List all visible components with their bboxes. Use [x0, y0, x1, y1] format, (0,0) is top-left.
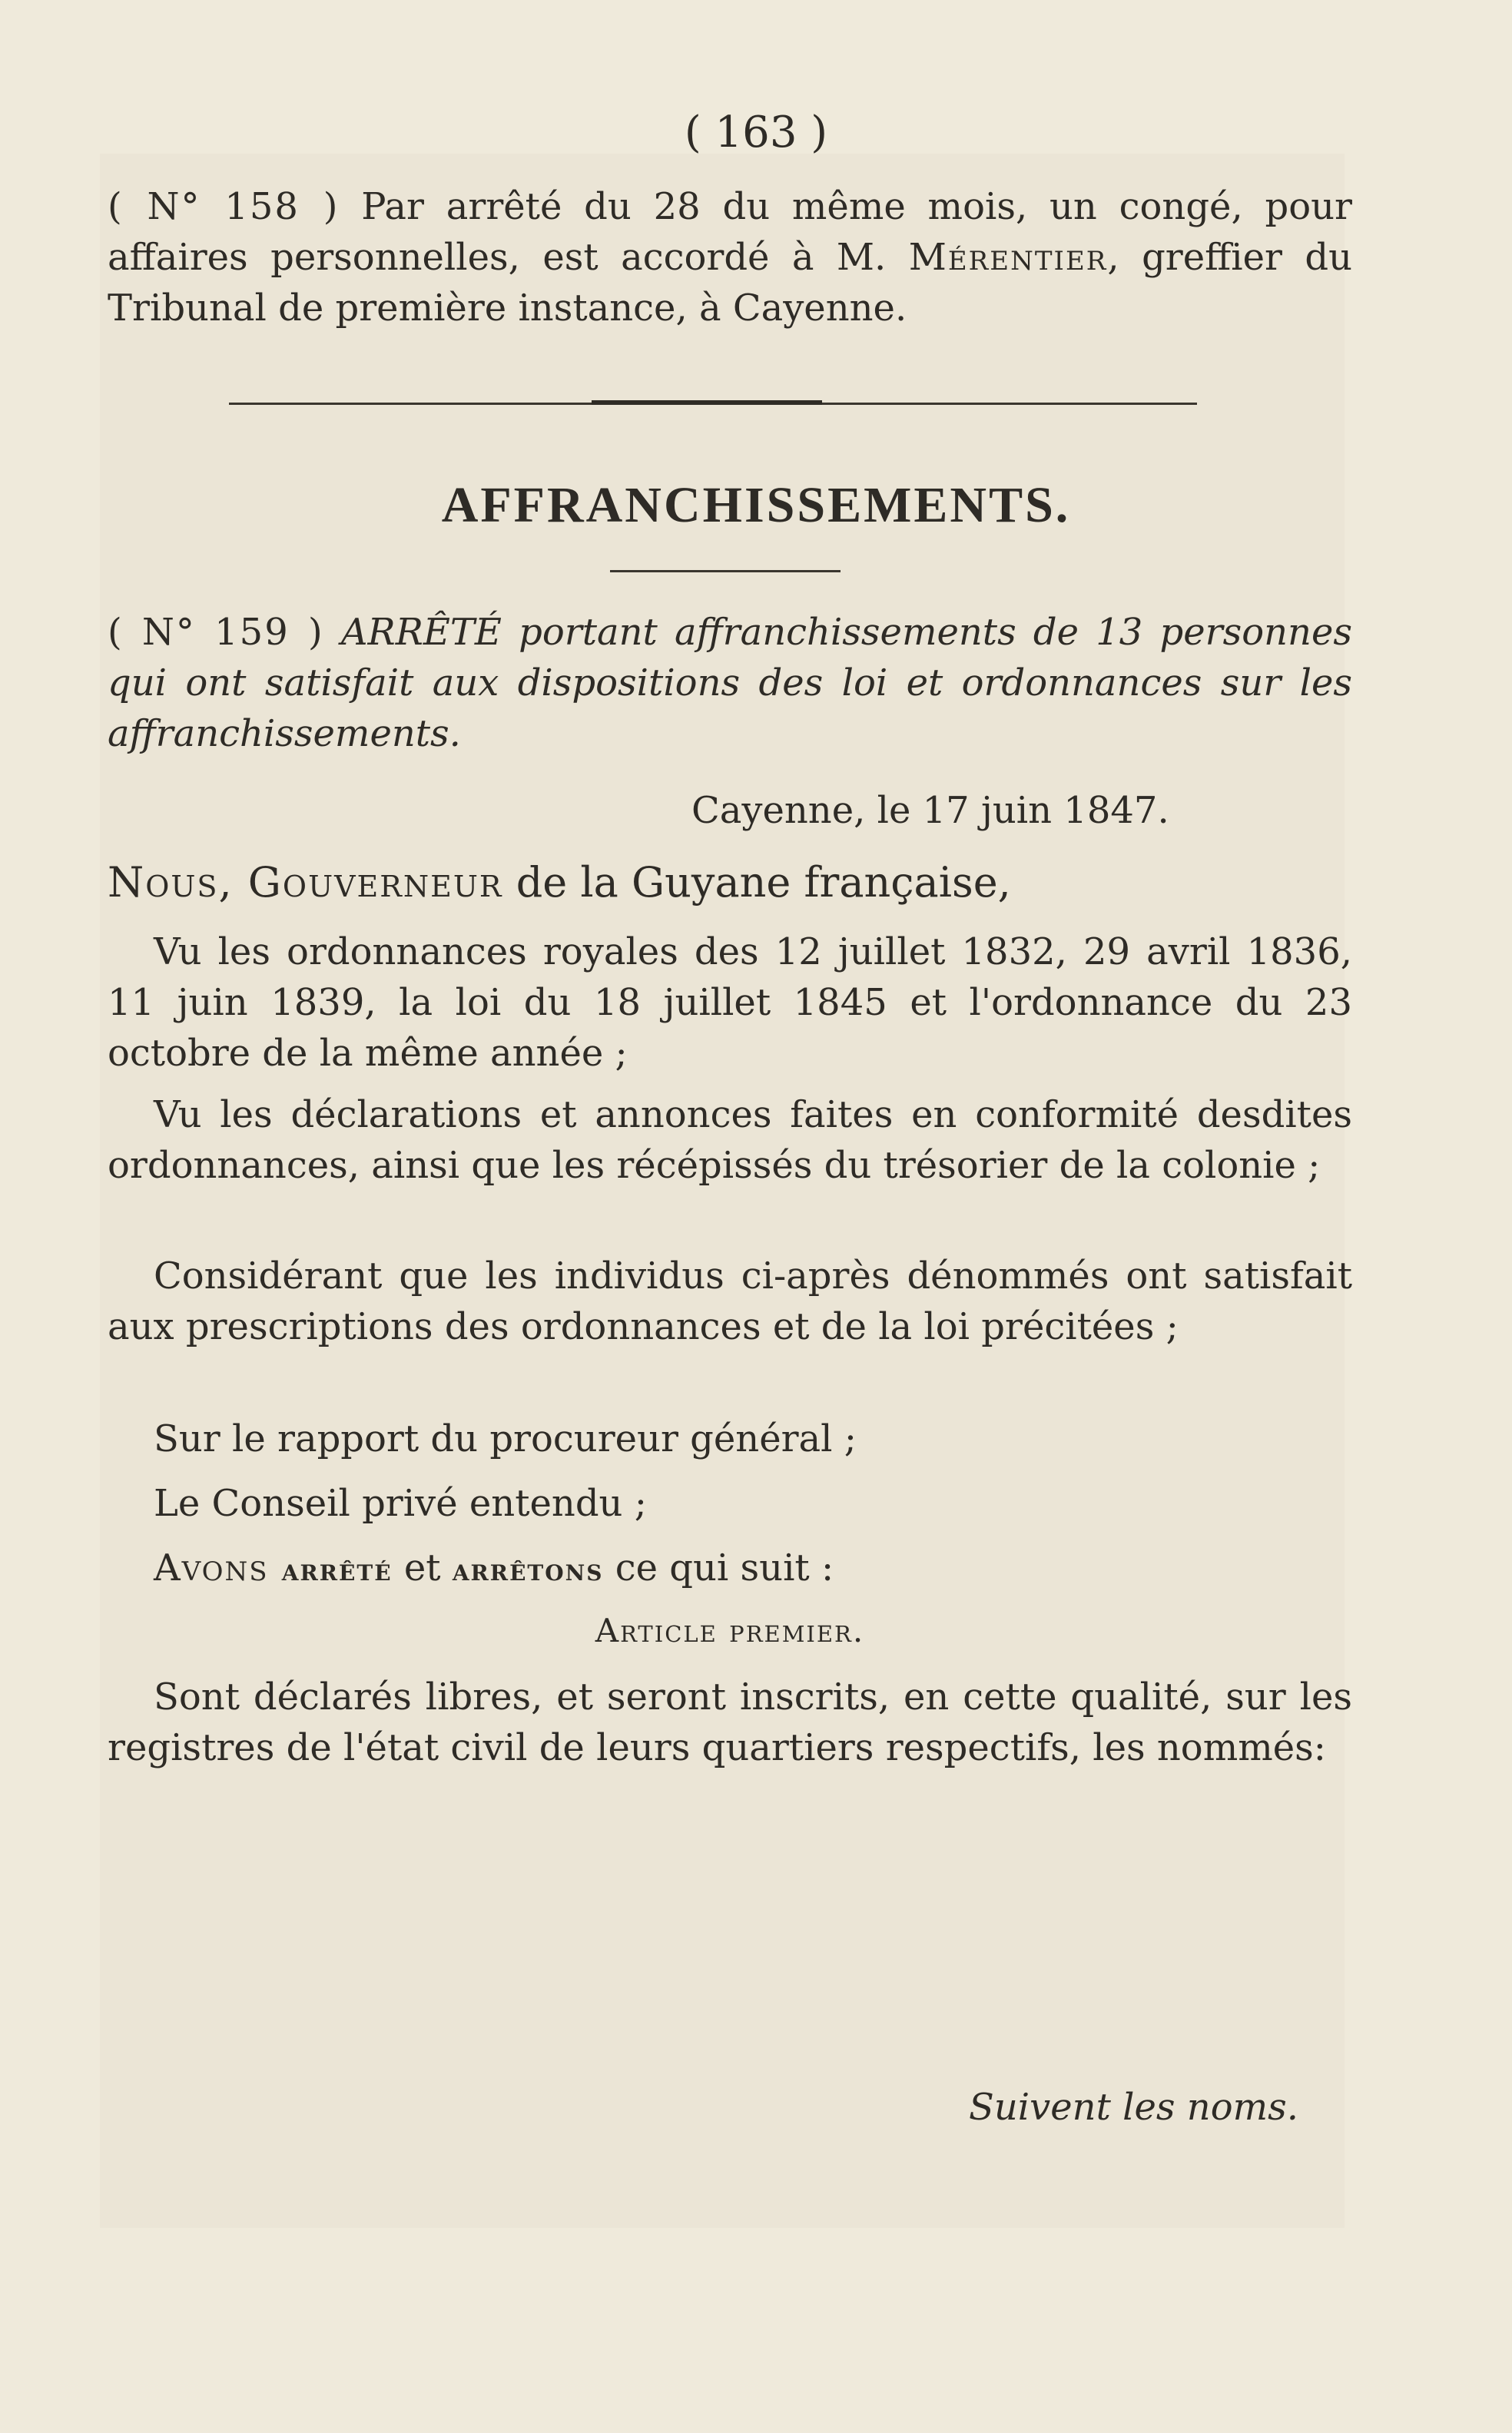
item-159-title-a: ARRÊTÉ: [340, 611, 502, 654]
item-159-title-b: portant affranchissements de 13 personnes qui ont satisfait aux dispositions des loi et ordonnances sur les affranchissements.: [108, 611, 1352, 755]
item-158-number: ( N° 158 ): [108, 185, 340, 228]
footer-note-text: Suivent les noms.: [969, 2086, 1298, 2129]
intro-governor: Nous, Gouverneur: [108, 858, 503, 907]
paragraph-conseil: Le Conseil privé entendu ;: [154, 1482, 647, 1525]
et-word: et: [392, 1546, 453, 1589]
item-158-text-b: , greffier du Tribunal de première instance, à Cayenne.: [108, 236, 1352, 330]
arretons-word: arrêtons: [452, 1552, 604, 1588]
item-158-text-a: Par arrêté du 28 du même mois, un congé, pour affaires personnelles, est accordé à M.: [108, 185, 1353, 279]
paragraph-avons: [108, 1543, 1352, 1596]
paragraph-sont-declares: Sont déclarés libres, et seront inscrits, en cette qualité, sur les registres de l'état civil de leurs quartiers respectifs, les nommés:: [108, 1676, 1352, 1769]
item-159-number: ( N° 159 ): [108, 611, 324, 654]
item-158-name: Mérentier: [908, 236, 1108, 279]
heading-rule: [610, 570, 841, 572]
dateline: Cayenne, le 17 juin 1847.: [691, 789, 1169, 832]
footer-note: [108, 2082, 1298, 2133]
page-folio: ( 163 ): [684, 108, 828, 157]
page-shade: [100, 154, 1345, 2228]
intro-rest: de la Guyane française,: [502, 858, 1011, 907]
item-158: [108, 181, 1352, 333]
paragraph-vu-ordonnances: Vu les ordonnances royales des 12 juillet 1832, 29 avril 1836, 11 juin 1839, la loi du 18 juillet 1845 et l'ordonnance du 23 octobre de la même année ;: [108, 930, 1352, 1075]
section-heading: AFFRANCHISSEMENTS.: [441, 477, 1071, 533]
article-heading: Article premier.: [595, 1612, 865, 1649]
item-159: [108, 607, 1352, 759]
intro-line: [108, 857, 1352, 910]
paragraph-considerant: Considérant que les individus ci-après dénommés ont satisfait aux prescriptions des ordonnances et de la loi précitées ;: [108, 1255, 1352, 1348]
avons-text: Avons: [154, 1546, 282, 1589]
avons-rest: ce qui suit :: [603, 1546, 834, 1589]
paragraph-vu-declarations: Vu les déclarations et annonces faites en conformité desdites ordonnances, ainsi que les récépissés du trésorier de la colonie ;: [108, 1093, 1352, 1187]
divider-rule-center: [592, 400, 822, 405]
arrete-word: arrêté: [281, 1552, 393, 1588]
paragraph-rapport: Sur le rapport du procureur général ;: [154, 1417, 857, 1460]
